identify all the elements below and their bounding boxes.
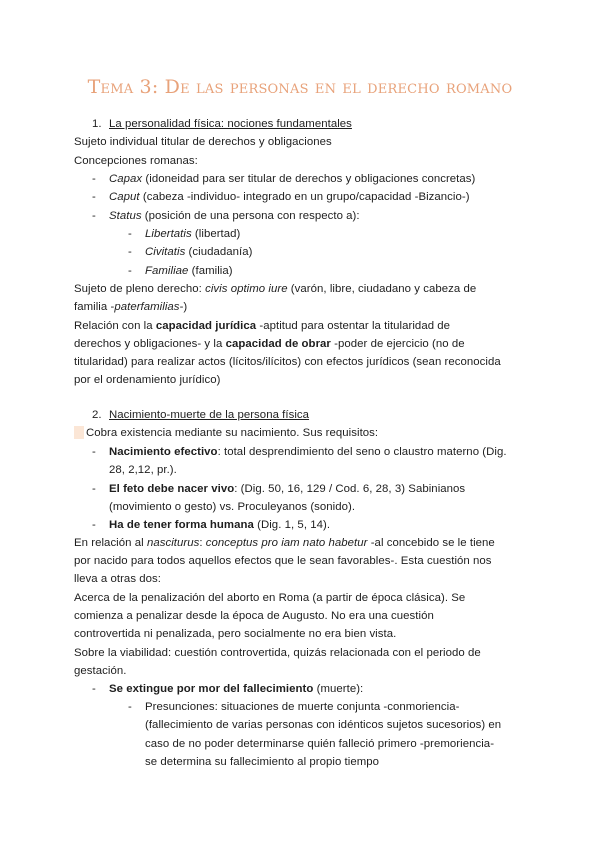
paragraph-line: Sobre la viabilidad: cuestión controvertida, quizás relacionada con el periodo de bbox=[74, 647, 481, 659]
bold-term: Se extingue por mor del fallecimiento bbox=[109, 683, 314, 695]
paragraph-line: Cobra existencia mediante su nacimiento. Sus requisitos: bbox=[86, 427, 379, 439]
paragraph-line: Sujeto individual titular de derechos y obligaciones bbox=[74, 136, 332, 148]
sub-list-item: Presunciones: situaciones de muerte conjunta -conmoriencia- bbox=[145, 701, 460, 713]
section-2-heading: Nacimiento-muerte de la persona física bbox=[109, 409, 310, 421]
list-item bbox=[109, 518, 330, 533]
list-text: (ciudadanía) bbox=[185, 246, 253, 258]
list-text: (libertad) bbox=[191, 228, 241, 240]
bold-term: Ha de tener forma humana bbox=[109, 519, 254, 531]
sub-list-item-continuation: (fallecimiento de varias personas con idénticos sujetos sucesorios) en bbox=[145, 719, 502, 731]
latin-term: civis optimo iure bbox=[205, 283, 288, 295]
list-item bbox=[109, 482, 465, 497]
paragraph-line: por el ordenamiento jurídico) bbox=[74, 374, 221, 386]
highlight-mark bbox=[74, 426, 84, 439]
sub-list-item bbox=[145, 264, 233, 279]
text-run: Relación con la bbox=[74, 320, 156, 332]
paragraph-line: Concepciones romanas: bbox=[74, 155, 198, 167]
list-item bbox=[109, 190, 470, 205]
list-term: Capax bbox=[109, 173, 143, 185]
section-2-number: 2. bbox=[92, 409, 102, 421]
list-item bbox=[109, 209, 360, 224]
latin-term: nasciturus bbox=[146, 537, 200, 549]
list-term: Status bbox=[109, 210, 142, 222]
latin-term: conceptus pro iam nato habetur bbox=[205, 537, 368, 549]
text-run: -aptitud para ostentar la titularidad de bbox=[256, 320, 451, 332]
paragraph-line bbox=[74, 300, 187, 315]
paragraph-line bbox=[74, 536, 495, 551]
bold-term: capacidad de obrar bbox=[225, 338, 331, 350]
paragraph-line: gestación. bbox=[74, 665, 127, 677]
sub-list-item bbox=[145, 245, 252, 260]
sub-bullet-dash: - bbox=[128, 246, 132, 258]
text-run: Sujeto de pleno derecho: bbox=[74, 283, 206, 295]
paragraph-line bbox=[74, 337, 465, 352]
list-item bbox=[109, 682, 363, 697]
text-run: En relación al bbox=[74, 537, 147, 549]
bullet-dash: - bbox=[92, 191, 96, 203]
page-title: Tema 3: De las personas en el derecho romano bbox=[87, 76, 513, 98]
sub-list-item-continuation: se determina su fallecimiento al propio tiempo bbox=[145, 756, 380, 768]
text-run: -) bbox=[179, 301, 188, 313]
text-run: derechos y obligaciones- y la bbox=[74, 338, 226, 350]
text-run: -al concebido se le tiene bbox=[367, 537, 495, 549]
bullet-dash: - bbox=[92, 210, 96, 222]
sub-bullet-dash: - bbox=[128, 701, 132, 713]
bullet-dash: - bbox=[92, 483, 96, 495]
paragraph-line: comienza a penalizar desde la época de Augusto. No era una cuestión bbox=[74, 610, 434, 622]
list-term: Civitatis bbox=[145, 246, 186, 258]
paragraph-line: Acerca de la penalización del aborto en Roma (a partir de época clásica). Se bbox=[74, 592, 466, 604]
bold-term: El feto debe nacer vivo bbox=[109, 483, 235, 495]
bullet-dash: - bbox=[92, 519, 96, 531]
sub-list-item-continuation: caso de no poder determinarse quién falleció primero -premoriencia- bbox=[145, 738, 495, 750]
text-run: (muerte): bbox=[313, 683, 364, 695]
text-run: : bbox=[199, 537, 206, 549]
paragraph-line: controvertida ni penalizada, pero socialmente no era bien vista. bbox=[74, 628, 397, 640]
text-run: (Dig. 1, 5, 14). bbox=[253, 519, 331, 531]
paragraph-line bbox=[74, 319, 450, 334]
text-run: : (Dig. 50, 16, 129 / Cod. 6, 28, 3) Sabinianos bbox=[234, 483, 466, 495]
section-1-number: 1. bbox=[92, 118, 102, 130]
list-item bbox=[109, 445, 507, 460]
latin-term: paterfamilias bbox=[114, 301, 180, 313]
sub-list-item bbox=[145, 227, 240, 242]
paragraph-line: por nacido para todos aquellos efectos que le sean favorables-. Esta cuestión nos bbox=[74, 555, 492, 567]
text-run: : total desprendimiento del seno o claustro materno (Dig. bbox=[217, 446, 507, 458]
list-term: Libertatis bbox=[145, 228, 192, 240]
paragraph-line bbox=[74, 282, 476, 297]
paragraph-line: lleva a otras dos: bbox=[74, 573, 162, 585]
text-run: (varón, libre, ciudadano y cabeza de bbox=[287, 283, 477, 295]
paragraph-line: titularidad) para realizar actos (lícitos/ilícitos) con efectos jurídicos (sean reconocida bbox=[74, 356, 501, 368]
text-run: -poder de ejercicio (no de bbox=[330, 338, 465, 350]
section-1-heading: La personalidad física: nociones fundamentales bbox=[109, 118, 352, 130]
bullet-dash: - bbox=[92, 173, 96, 185]
list-item-continuation: (movimiento o gesto) vs. Proculeyanos (sonido). bbox=[109, 501, 356, 513]
list-text: (cabeza -individuo- integrado en un grupo/capacidad -Bizancio-) bbox=[139, 191, 470, 203]
sub-bullet-dash: - bbox=[128, 228, 132, 240]
bullet-dash: - bbox=[92, 683, 96, 695]
bold-term: Nacimiento efectivo bbox=[109, 446, 218, 458]
list-term: Caput bbox=[109, 191, 140, 203]
sub-bullet-dash: - bbox=[128, 265, 132, 277]
list-item-continuation: 28, 2,12, pr.). bbox=[109, 464, 177, 476]
text-run: familia - bbox=[74, 301, 115, 313]
list-text: (posición de una persona con respecto a): bbox=[141, 210, 360, 222]
list-term: Familiae bbox=[145, 265, 189, 277]
bullet-dash: - bbox=[92, 446, 96, 458]
bold-term: capacidad jurídica bbox=[155, 320, 257, 332]
list-item bbox=[109, 172, 475, 187]
list-text: (familia) bbox=[188, 265, 233, 277]
list-text: (idoneidad para ser titular de derechos y obligaciones concretas) bbox=[142, 173, 476, 185]
